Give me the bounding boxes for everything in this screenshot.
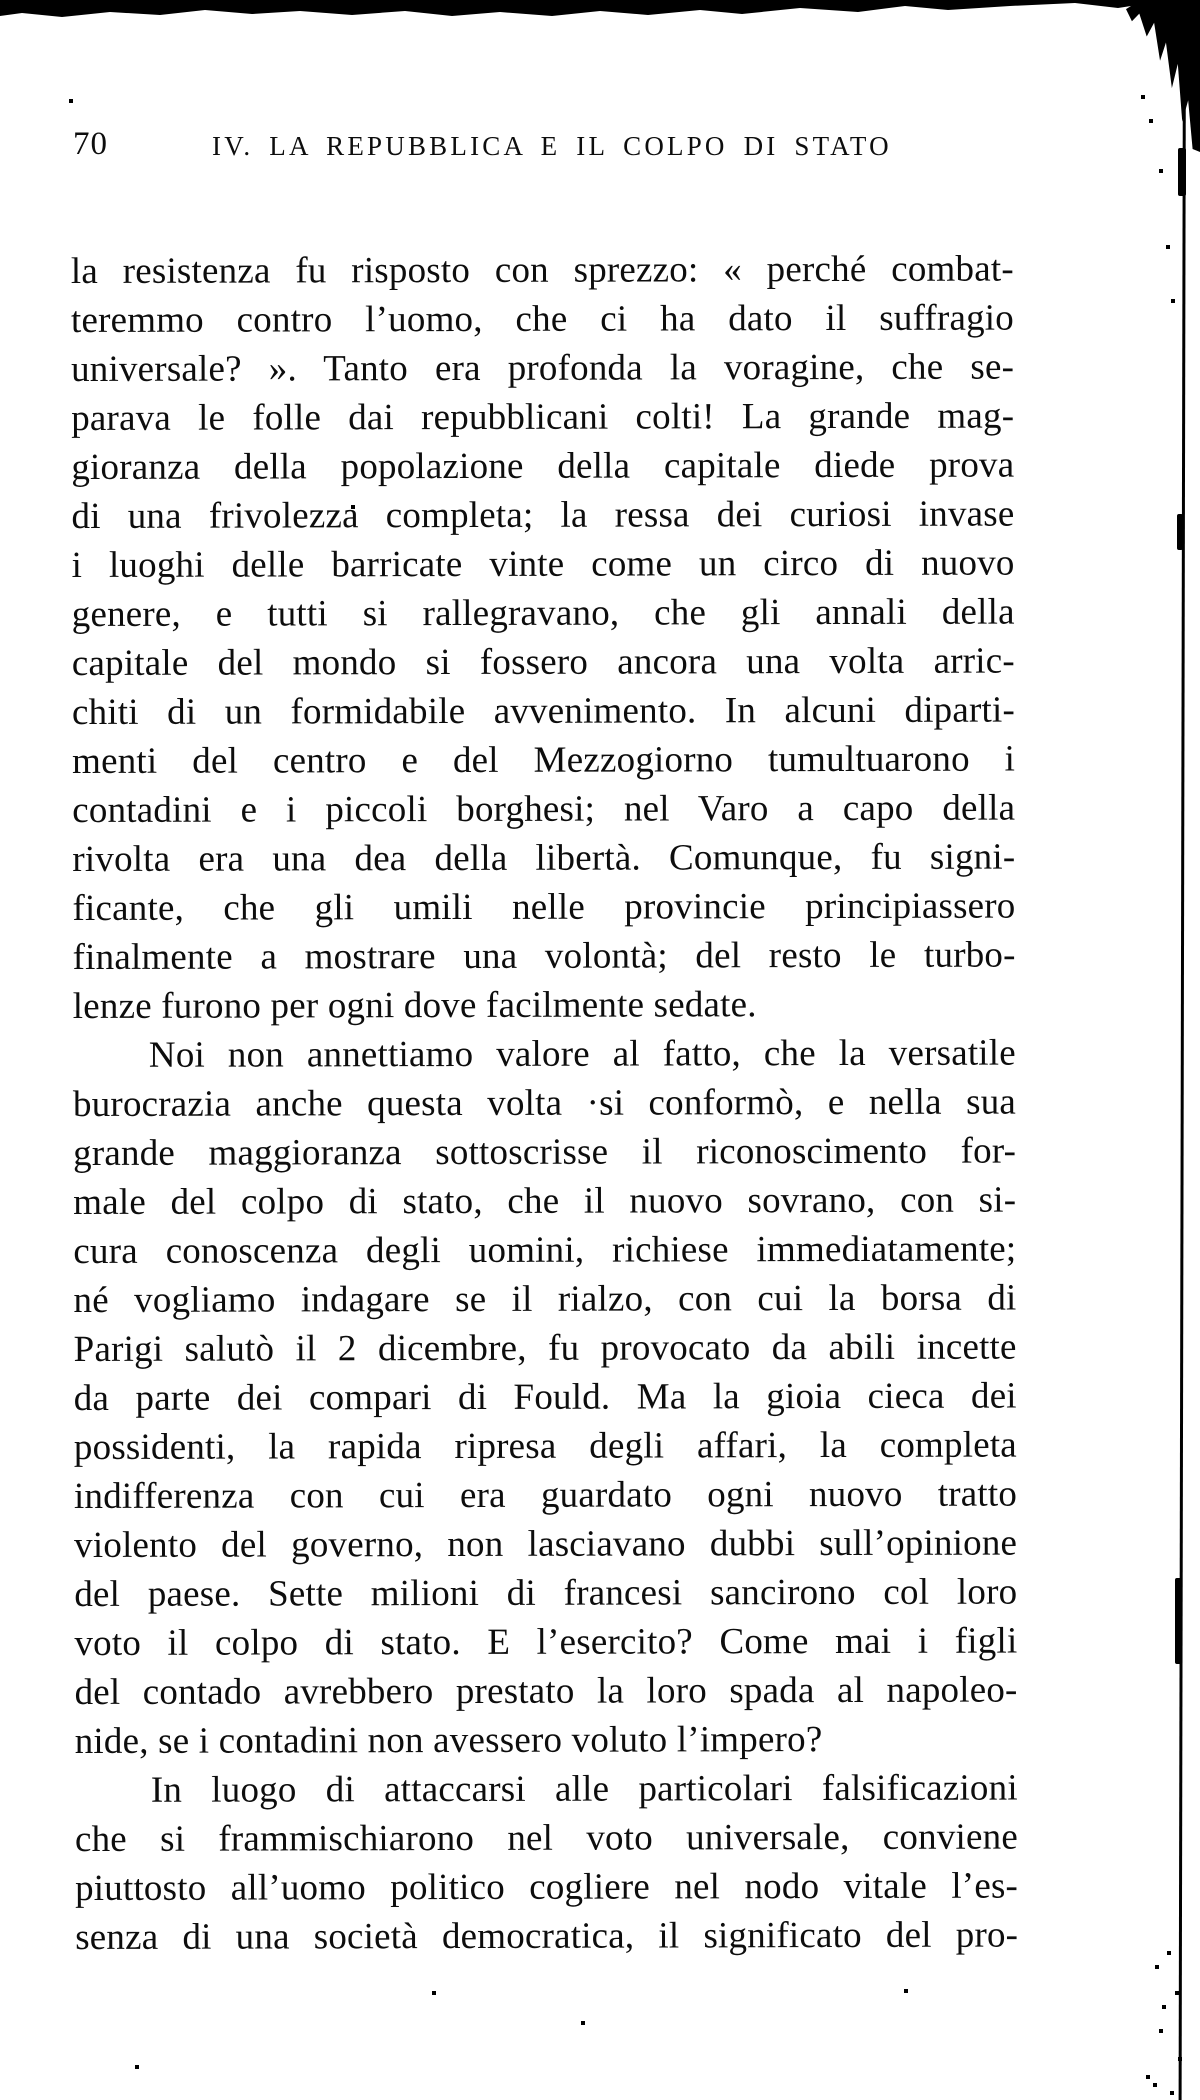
running-title: IV. LA REPUBBLICA E IL COLPO DI STATO <box>212 131 892 161</box>
text-line: ficante, che gli umili nelle provincie principiassero <box>72 885 1016 930</box>
text-line: contadini e i piccoli borghesi; nel Varo a capo della <box>72 787 1016 832</box>
text-line: di una frivolezza completa; la ressa dei curiosi invase <box>71 493 1015 538</box>
scan-artifact-ink-blob <box>1178 148 1186 196</box>
text-line: rivolta era una dea della libertà. Comunque, fu signi- <box>72 836 1016 881</box>
text-line: menti del centro e del Mezzogiorno tumultuarono i <box>72 738 1016 783</box>
text-line: grande maggioranza sottoscrisse il riconoscimento for- <box>73 1130 1017 1174</box>
text-line: indifferenza con cui era guardato ogni nuovo tratto <box>73 1473 1018 1517</box>
text-line: teremmo contro l’uomo, che ci ha dato il suffragio <box>70 297 1014 342</box>
text-line: male del colpo di stato, che il nuovo sovrano, con si- <box>73 1179 1017 1223</box>
text-line: In luogo di attaccarsi alle particolari falsificazioni <box>150 1767 1018 1811</box>
text-line: possidenti, la rapida ripresa degli affari, la completa <box>73 1424 1017 1468</box>
text-line: violento del governo, non lasciavano dubbi sull’opinione <box>74 1522 1018 1566</box>
scan-artifact-ink-blob <box>1177 514 1183 550</box>
page-number: 70 <box>73 126 108 162</box>
text-line: cura conoscenza degli uomini, richiese immediatamente; <box>73 1228 1017 1272</box>
text-line: lenze furono per ogni dove facilmente sedate. <box>72 984 757 1028</box>
text-line: parava le folle dai repubblicani colti! La grande mag- <box>71 395 1015 440</box>
text-line: Parigi salutò il 2 dicembre, fu provocato da abili incette <box>73 1326 1017 1370</box>
text-line: che si frammischiarono nel voto universale, conviene <box>74 1816 1018 1860</box>
text-line: la resistenza fu risposto con sprezzo: « perché combat- <box>70 248 1014 293</box>
text-line: genere, e tutti si rallegravano, che gli annali della <box>71 591 1015 636</box>
scan-artifact-ink-blob <box>1175 1578 1182 1664</box>
text-line: Noi non annettiamo valore al fatto, che la versatile <box>148 1032 1016 1076</box>
text-line: né vogliamo indagare se il rialzo, con cui la borsa di <box>73 1277 1017 1321</box>
body-text <box>71 245 1018 1962</box>
scan-artifact-specks <box>0 0 2 2</box>
text-line: finalmente a mostrare una volontà; del resto le turbo- <box>72 934 1016 979</box>
text-line: universale? ». Tanto era profonda la voragine, che se- <box>71 346 1015 391</box>
text-line: voto il colpo di stato. E l’esercito? Come mai i figli <box>74 1620 1018 1664</box>
scan-artifact-page-edge-line <box>1179 0 1186 2100</box>
text-line: piuttosto all’uomo politico cogliere nel nodo vitale l’es- <box>74 1865 1019 1909</box>
text-line: nide, se i contadini non avessero voluto l’impero? <box>74 1719 823 1762</box>
text-line: da parte dei compari di Fould. Ma la gioia cieca dei <box>73 1375 1017 1419</box>
scan-artifact-corner-blot <box>1126 0 1200 152</box>
text-line: burocrazia anche questa volta ·si conformò, e nella sua <box>72 1081 1017 1125</box>
text-line: del contado avrebbero prestato la loro spada al napoleo- <box>74 1669 1018 1713</box>
text-line: chiti di un formidabile avvenimento. In alcuni diparti- <box>71 689 1016 734</box>
text-line: capitale del mondo si fossero ancora una volta arric- <box>71 640 1015 685</box>
text-line: i luoghi delle barricate vinte come un circo di nuovo <box>71 542 1015 587</box>
text-line: gioranza della popolazione della capitale diede prova <box>71 444 1015 489</box>
scan-artifact-top-edge <box>0 0 1200 24</box>
text-line: del paese. Sette milioni di francesi sancirono col loro <box>74 1571 1018 1615</box>
text-line: senza di una società democratica, il significato del pro- <box>75 1914 1019 1958</box>
